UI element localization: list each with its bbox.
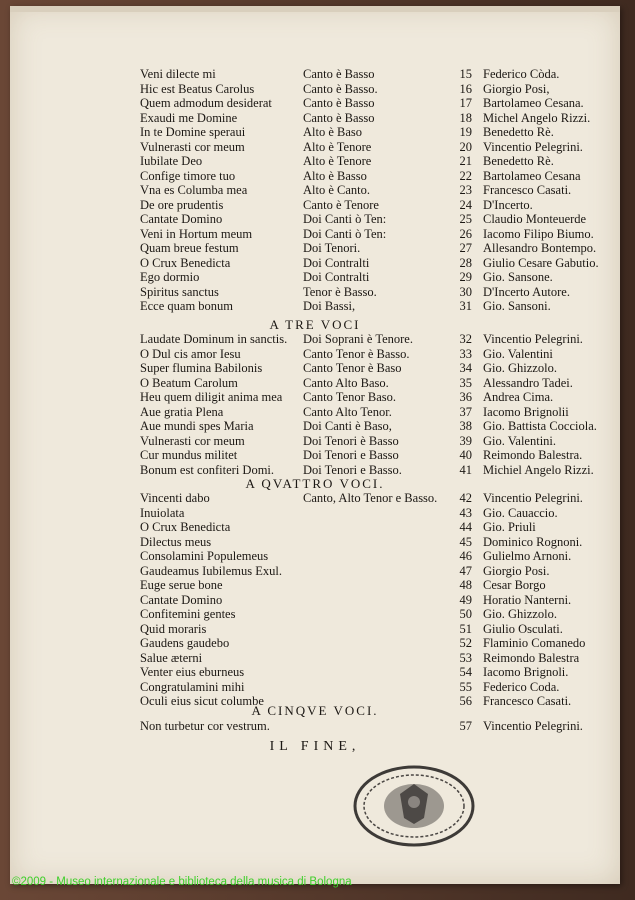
entry-voices: Doi Tenori e Basso.	[303, 462, 402, 477]
entry-author: Flaminio Comanedo	[483, 636, 586, 650]
entry-author: Federico Còda.	[483, 67, 560, 81]
index-entry	[10, 390, 620, 405]
entry-title: O Beatum Carolum	[140, 375, 238, 390]
index-entry	[10, 270, 620, 285]
entry-voices: Canto, Alto Tenor e Basso.	[303, 491, 438, 505]
index-entry	[10, 549, 620, 564]
index-entry	[10, 82, 620, 97]
entry-title: Veni dilecte mi	[140, 67, 216, 81]
entry-title: Iubilate Deo	[140, 154, 203, 168]
entry-voices: Alto è Basso	[303, 168, 367, 183]
section-heading-quattro-voci: A QVATTRO VOCI.	[245, 476, 385, 491]
entry-voices: Alto è Tenore	[303, 154, 372, 168]
entry-author: Gio. Ghizzolo.	[483, 361, 557, 375]
entry-page-number: 41	[459, 462, 472, 477]
entry-title: Cur mundus militet	[140, 448, 238, 462]
index-entry	[10, 564, 620, 579]
entry-title: Confitemini gentes	[140, 607, 236, 621]
entry-voices: Doi Soprani è Tenore.	[303, 332, 413, 346]
index-entry	[10, 651, 620, 666]
index-entry	[10, 607, 620, 622]
entry-voices: Canto Tenor è Basso.	[303, 346, 410, 361]
entry-author: Claudio Monteuerde	[483, 212, 587, 226]
entry-page-number: 51	[459, 621, 472, 636]
index-entry	[10, 169, 620, 184]
entry-title: Veni in Hortum meum	[140, 226, 253, 241]
entry-title: O Crux Benedicta	[140, 255, 231, 270]
entry-page-number: 33	[459, 346, 472, 361]
index-entry	[10, 111, 620, 126]
entry-author: Gio. Priuli	[483, 520, 536, 534]
index-entry	[10, 578, 620, 593]
entry-author: Gio. Valentini	[483, 346, 553, 361]
entry-page-number: 38	[459, 419, 472, 433]
entry-voices: Canto è Basso	[303, 110, 375, 125]
entry-page-number: 21	[459, 154, 472, 168]
entry-author: Gio. Cauaccio.	[483, 505, 558, 520]
entry-voices: Doi Canti ò Ten:	[303, 226, 387, 241]
entry-author: Iacomo Brignoli.	[483, 665, 569, 679]
entry-page-number: 19	[459, 125, 472, 139]
entry-page-number: 42	[459, 491, 472, 505]
entry-title: Non turbetur cor vestrum.	[140, 719, 270, 733]
index-entry	[10, 361, 620, 376]
entry-title: Confige timore tuo	[140, 168, 236, 183]
entry-page-number: 56	[459, 694, 472, 708]
index-entry	[10, 183, 620, 198]
entry-title: Bonum est confiteri Domi.	[140, 462, 275, 477]
index-entry	[10, 506, 620, 521]
entry-page-number: 47	[459, 563, 472, 578]
entry-voices: Canto Alto Baso.	[303, 375, 389, 390]
index-entry	[10, 636, 620, 651]
entry-author: Giulio Osculati.	[483, 621, 563, 636]
entry-voices: Canto è Tenore	[303, 197, 379, 212]
entry-voices: Canto è Basso	[303, 67, 375, 81]
index-entry	[10, 241, 620, 256]
entry-author: Benedetto Rè.	[483, 125, 554, 139]
index-entry	[10, 256, 620, 271]
index-entry	[10, 140, 620, 155]
entry-title: Dilectus meus	[140, 534, 212, 549]
entry-voices: Doi Canti ò Ten:	[303, 212, 387, 226]
index-entry	[10, 227, 620, 242]
entry-author: Reimondo Balestra	[483, 650, 580, 665]
entry-author: Michel Angelo Rizzi.	[483, 110, 591, 125]
entry-title: Quem admodum desiderat	[140, 96, 272, 110]
entry-author: Gulielmo Arnoni.	[483, 549, 572, 563]
entry-author: Andrea Cima.	[483, 390, 554, 404]
entry-author: D'Incerto Autore.	[483, 284, 570, 299]
index-entry	[10, 535, 620, 550]
entry-author: Reimondo Balestra.	[483, 448, 583, 462]
entry-title: Cantate Domino	[140, 592, 223, 607]
entry-page-number: 35	[459, 375, 472, 390]
entry-author: Francesco Casati.	[483, 183, 572, 197]
entry-page-number: 29	[459, 270, 472, 284]
entry-title: Venter eius eburneus	[140, 665, 245, 679]
entry-author: Gio. Valentini.	[483, 433, 557, 448]
entry-voices: Alto è Tenore	[303, 139, 372, 154]
index-entry	[10, 622, 620, 637]
entry-title: Aue mundi spes Maria	[140, 419, 254, 433]
entry-author: Bartolameo Cesana.	[483, 96, 584, 110]
entry-author: Gio. Ghizzolo.	[483, 607, 557, 621]
entry-voices: Canto è Basso.	[303, 81, 378, 96]
entry-page-number: 26	[459, 226, 472, 241]
entry-author: Horatio Nanterni.	[483, 592, 572, 607]
entry-author: Dominico Rognoni.	[483, 534, 583, 549]
entry-author: D'Incerto.	[483, 197, 533, 212]
entry-voices: Alto è Canto.	[303, 183, 371, 197]
index-entry	[10, 405, 620, 420]
entry-page-number: 50	[459, 607, 472, 621]
entry-voices: Canto Tenor Baso.	[303, 390, 396, 404]
entry-page-number: 45	[459, 534, 472, 549]
index-entry	[10, 285, 620, 300]
entry-author: Vincentio Pelegrini.	[483, 491, 583, 505]
entry-author: Benedetto Rè.	[483, 154, 554, 168]
entry-title: Vulnerasti cor meum	[140, 139, 245, 154]
book-page	[10, 6, 620, 884]
entry-title: Cantate Domino	[140, 212, 223, 226]
entry-author: Gio. Sansone.	[483, 270, 553, 284]
entry-title: Quid moraris	[140, 621, 207, 636]
entry-title: Spiritus sanctus	[140, 284, 219, 299]
entry-author: Giulio Cesare Gabutio.	[483, 255, 599, 270]
entry-voices: Canto Tenor è Baso	[303, 361, 402, 375]
index-entry	[10, 593, 620, 608]
index-entry	[10, 448, 620, 463]
entry-voices: Doi Tenori.	[303, 241, 361, 255]
entry-title: Gaudens gaudebo	[140, 636, 230, 650]
entry-page-number: 15	[459, 67, 472, 81]
index-entry	[10, 491, 620, 506]
entry-title: Super flumina Babilonis	[140, 361, 263, 375]
entry-voices: Tenor è Basso.	[303, 284, 377, 299]
entry-title: Vincenti dabo	[140, 491, 210, 505]
entry-title: Quam breue festum	[140, 241, 239, 255]
closing-text: IL FINE,	[269, 739, 361, 754]
entry-page-number: 34	[459, 361, 472, 375]
entry-page-number: 27	[459, 241, 472, 255]
entry-title: Salue æterni	[140, 650, 203, 665]
section-heading-tre-voci: A TRE VOCI	[269, 317, 361, 332]
entry-author: Federico Coda.	[483, 679, 560, 694]
index-entry	[10, 376, 620, 391]
entry-author: Giorgio Posi.	[483, 563, 550, 578]
entry-author: Gio. Sansoni.	[483, 299, 551, 313]
entry-page-number: 22	[459, 168, 472, 183]
entry-page-number: 43	[459, 505, 472, 520]
entry-page-number: 31	[459, 299, 472, 313]
entry-page-number: 20	[459, 139, 472, 154]
entry-page-number: 23	[459, 183, 472, 197]
entry-page-number: 53	[459, 650, 472, 665]
entry-page-number: 46	[459, 549, 472, 563]
index-entry	[10, 434, 620, 449]
entry-title: Gaudeamus Iubilemus Exul.	[140, 563, 282, 578]
entry-title: Laudate Dominum in sanctis.	[140, 332, 288, 346]
entry-author: Cesar Borgo	[483, 578, 546, 592]
entry-voices: Doi Tenori è Basso	[303, 433, 399, 448]
entry-page-number: 18	[459, 110, 472, 125]
entry-title: Ego dormio	[140, 270, 200, 284]
entry-author: Allesandro Bontempo.	[483, 241, 597, 255]
entry-voices: Doi Contralti	[303, 270, 370, 284]
entry-title: Congratulamini mihi	[140, 679, 245, 694]
entry-voices: Doi Tenori e Basso	[303, 448, 399, 462]
entry-author: Alessandro Tadei.	[483, 375, 573, 390]
index-entry	[10, 198, 620, 213]
entry-title: Consolamini Populemeus	[140, 549, 269, 563]
entry-page-number: 52	[459, 636, 472, 650]
index-entry	[10, 67, 620, 82]
entry-page-number: 36	[459, 390, 472, 404]
entry-author: Vincentio Pelegrini.	[483, 332, 583, 346]
entry-voices: Doi Bassi,	[303, 299, 356, 313]
entry-page-number: 28	[459, 255, 472, 270]
entry-author: Michiel Angelo Rizzi.	[483, 462, 594, 477]
index-entry	[10, 154, 620, 169]
entry-page-number: 44	[459, 520, 472, 534]
entry-title: Vulnerasti cor meum	[140, 433, 245, 448]
entry-voices: Canto Alto Tenor.	[303, 404, 392, 419]
index-entry	[10, 96, 620, 111]
entry-author: Bartolameo Cesana	[483, 168, 581, 183]
entry-page-number: 54	[459, 665, 472, 679]
copyright-notice: ©2009 - Museo internazionale e biblioteca della musica di Bologna	[12, 876, 352, 888]
entry-voices: Canto è Basso	[303, 96, 375, 110]
entry-page-number: 49	[459, 592, 472, 607]
index-entry	[10, 125, 620, 140]
index-entry	[10, 332, 620, 347]
entry-title: Euge serue bone	[140, 578, 223, 592]
entry-author: Giorgio Posi,	[483, 81, 550, 96]
entry-author: Iacomo Brignolii	[483, 404, 569, 419]
entry-page-number: 32	[459, 332, 472, 346]
entry-page-number: 24	[459, 197, 472, 212]
entry-page-number: 57	[459, 719, 472, 733]
library-stamp-seal	[352, 764, 476, 848]
entry-voices: Doi Contralti	[303, 255, 370, 270]
entry-author: Vincentio Pelegrini.	[483, 719, 583, 733]
index-entry	[10, 419, 620, 434]
entry-title: Oculi eius sicut columbe	[140, 694, 264, 708]
entry-author: Iacomo Filipo Biumo.	[483, 226, 594, 241]
entry-title: O Dul cis amor Iesu	[140, 346, 241, 361]
index-entry	[10, 347, 620, 362]
entry-title: O Crux Benedicta	[140, 520, 231, 534]
index-entry	[10, 299, 620, 314]
entry-title: Ecce quam bonum	[140, 299, 234, 313]
entry-title: Exaudi me Domine	[140, 110, 238, 125]
entry-title: Heu quem diligit anima mea	[140, 390, 283, 404]
section-heading-cinque-voci: A CINQVE VOCI.	[251, 703, 379, 718]
entry-author: Vincentio Pelegrini.	[483, 139, 583, 154]
index-entry	[10, 520, 620, 535]
entry-page-number: 30	[459, 284, 472, 299]
entry-title: Hic est Beatus Carolus	[140, 81, 255, 96]
index-entry	[10, 665, 620, 680]
entry-title: Inuiolata	[140, 505, 185, 520]
entry-page-number: 16	[459, 81, 472, 96]
index-entry	[10, 680, 620, 695]
entry-page-number: 48	[459, 578, 472, 592]
entry-author: Francesco Casati.	[483, 694, 572, 708]
entry-title: De ore prudentis	[140, 197, 224, 212]
entry-page-number: 39	[459, 433, 472, 448]
entry-title: Aue gratia Plena	[140, 404, 224, 419]
entry-page-number: 55	[459, 679, 472, 694]
entry-page-number: 40	[459, 448, 472, 462]
entry-title: Vna es Columba mea	[140, 183, 248, 197]
entry-voices: Doi Canti è Baso,	[303, 419, 392, 433]
index-entry	[10, 212, 620, 227]
entry-author: Gio. Battista Cocciola.	[483, 419, 597, 433]
entry-page-number: 17	[459, 96, 472, 110]
entry-page-number: 37	[459, 404, 472, 419]
entry-page-number: 25	[459, 212, 472, 226]
index-entry	[10, 719, 620, 734]
entry-voices: Alto è Baso	[303, 125, 363, 139]
entry-title: In te Domine speraui	[140, 125, 246, 139]
